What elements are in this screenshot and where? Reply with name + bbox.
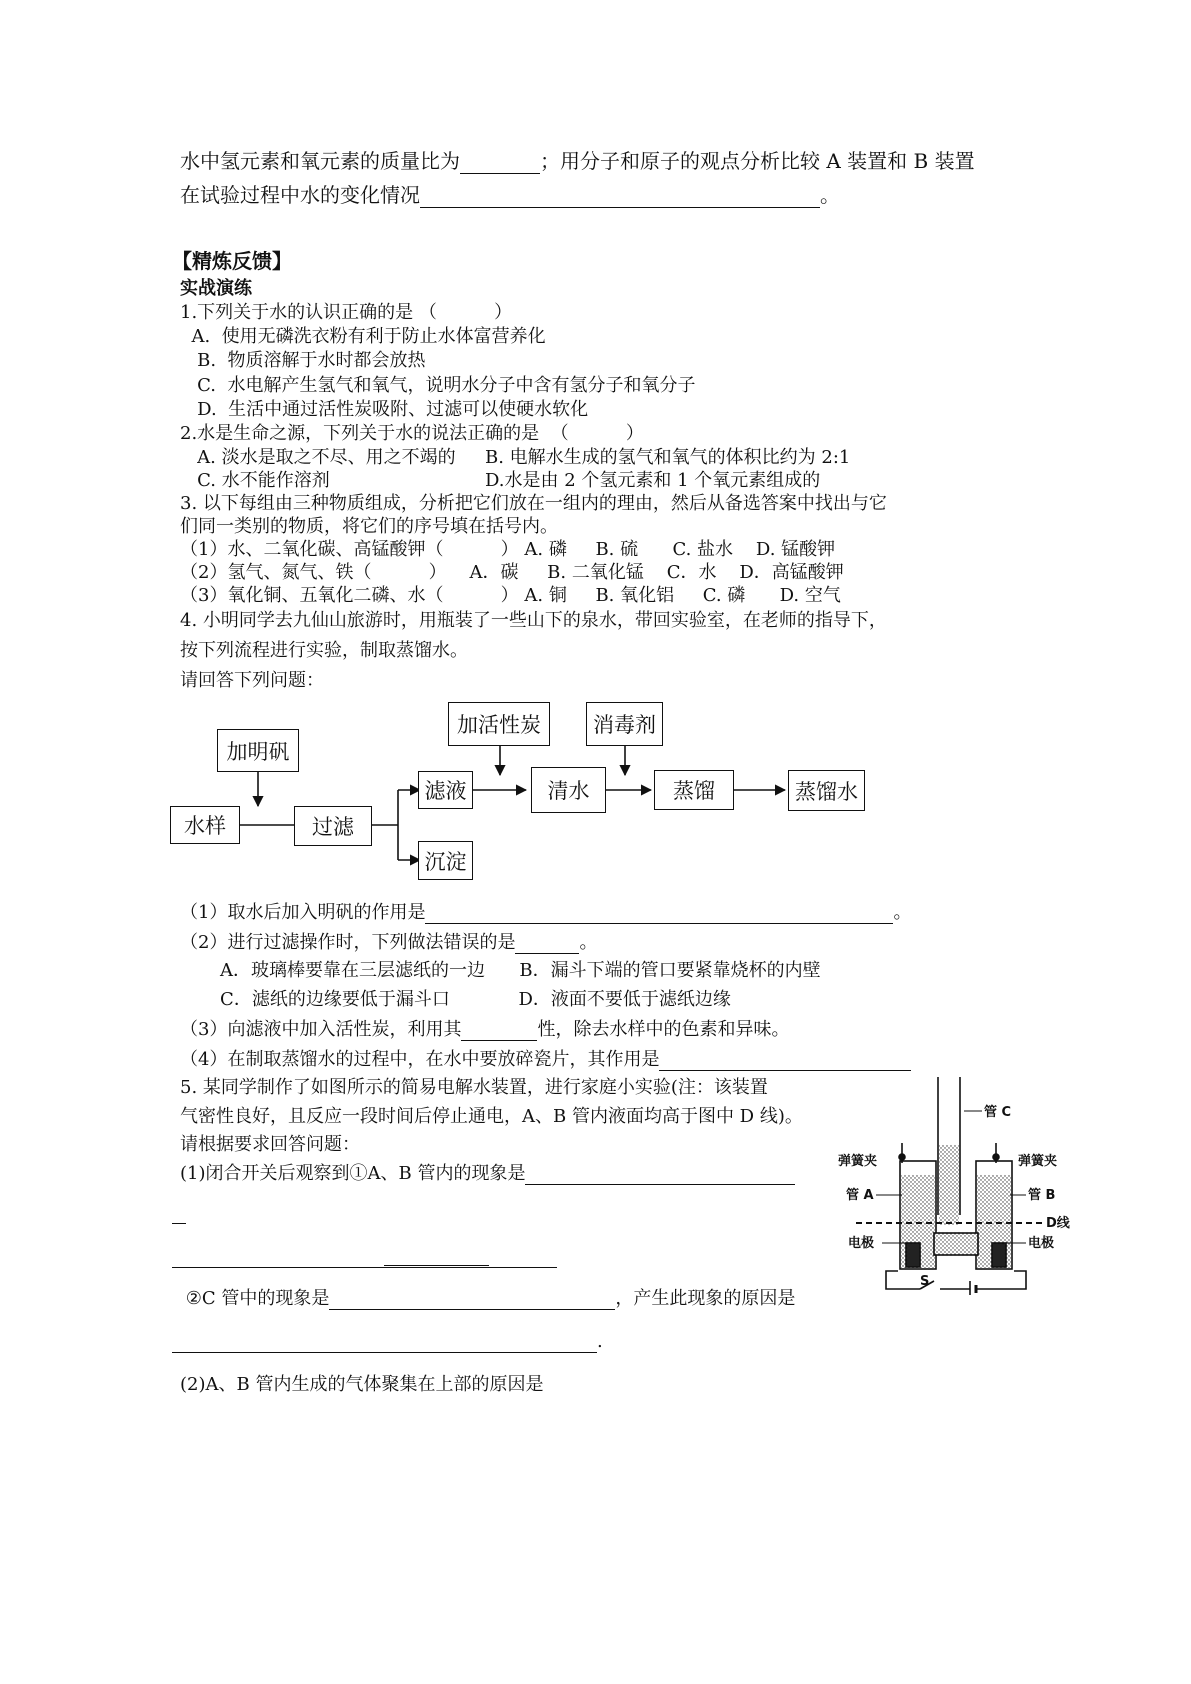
section-title: 【精炼反馈】 bbox=[172, 249, 292, 273]
q5-sub1-reason bbox=[172, 1331, 603, 1353]
blank-ab-phenomenon[interactable] bbox=[525, 1164, 795, 1185]
q3-item-1: （1）水、二氧化碳、高锰酸钾（ ） A. 磷 B. 硫 C. 盐水 D. 锰酸钾 bbox=[180, 539, 836, 560]
q3-stem-2: 们同一类别的物质，将它们的序号填在括号内。 bbox=[180, 516, 558, 537]
q4-sub2-text: （2）进行过滤操作时，下列做法错误的是 bbox=[180, 932, 516, 953]
blank-carbon-property[interactable] bbox=[461, 1020, 537, 1041]
q1-stem: 1.下列关于水的认识正确的是 （ ） bbox=[180, 302, 513, 323]
label-electrode-right: 电极 bbox=[1028, 1236, 1055, 1251]
q2-option-c: C. 水不能作溶剂 bbox=[180, 470, 330, 491]
blank-porcelain-purpose[interactable] bbox=[659, 1050, 911, 1071]
electrode-left-block bbox=[906, 1243, 920, 1267]
flow-box-precipitate: 沉淀 bbox=[418, 841, 473, 880]
intro-text-2a: 在试验过程中水的变化情况 bbox=[180, 183, 420, 207]
intro-text-1a: 水中氢元素和氧元素的质量比为 bbox=[180, 149, 460, 173]
q2-stem: 2.水是生命之源，下列关于水的说法正确的是 （ ） bbox=[180, 423, 644, 444]
circuit-right bbox=[976, 1271, 1026, 1289]
q4-sub2-end: 。 bbox=[579, 932, 598, 953]
q5-sub1-text: (1)闭合开关后观察到①A、B 管内的现象是 bbox=[180, 1163, 526, 1184]
electrode-right-block bbox=[992, 1243, 1006, 1267]
subsection-title: 实战演练 bbox=[180, 278, 252, 299]
q5-sub1-c bbox=[180, 1288, 795, 1310]
q3-item-2: （2）氢气、氮气、铁（ ） A．碳 B. 二氧化锰 C．水 D．高锰酸钾 bbox=[180, 562, 844, 583]
q4-sub4-text: （4）在制取蒸馏水的过程中，在水中要放碎瓷片，其作用是 bbox=[180, 1049, 660, 1070]
q5-stem-1: 5. 某同学制作了如图所示的简易电解水装置，进行家庭小实验(注：该装置 bbox=[180, 1077, 768, 1098]
label-tube-b: 管 B bbox=[1028, 1188, 1056, 1203]
q5-sub2: (2)A、B 管内生成的气体聚集在上部的原因是 bbox=[180, 1374, 544, 1395]
q1-option-b: B. 物质溶解于水时都会放热 bbox=[180, 350, 426, 371]
q3-item-3: （3）氧化铜、五氧化二磷、水（ ） A. 铜 B. 氧化铝 C. 磷 D. 空气 bbox=[180, 585, 841, 606]
q4-sub1-end: 。 bbox=[893, 902, 912, 923]
q5-sub1-c-text-a: ②C 管中的现象是 bbox=[180, 1288, 330, 1309]
q4-sub2-options-cd: C．滤纸的边缘要低于漏斗口 D．液面不要低于滤纸边缘 bbox=[180, 989, 731, 1010]
q4-sub1 bbox=[180, 902, 911, 924]
flow-box-filtrate: 滤液 bbox=[418, 771, 473, 809]
blank-alum-purpose[interactable] bbox=[425, 903, 893, 924]
flow-box-disinfectant: 消毒剂 bbox=[586, 702, 663, 746]
tube-c-water bbox=[939, 1145, 959, 1225]
q2-option-b: B. 电解水生成的氢气和氧气的体积比约为 2:1 bbox=[485, 447, 851, 468]
q5-sub1-end: . bbox=[597, 1331, 603, 1352]
blank-c-phenomenon[interactable] bbox=[329, 1289, 615, 1310]
flow-box-clear-water: 清水 bbox=[531, 767, 606, 813]
q5-sub1-c-text-b: ，产生此现象的原因是 bbox=[615, 1288, 796, 1309]
flow-box-alum: 加明矾 bbox=[217, 729, 299, 772]
q1-option-a: A. 使用无磷洗衣粉有利于防止水体富营养化 bbox=[180, 326, 546, 347]
q5-prompt: 请根据要求回答问题： bbox=[180, 1134, 360, 1155]
flow-box-distilled-water: 蒸馏水 bbox=[788, 770, 865, 811]
q2-option-a: A. 淡水是取之不尽、用之不竭的 bbox=[180, 447, 456, 468]
q1-option-d: D. 生活中通过活性炭吸附、过滤可以使硬水软化 bbox=[180, 399, 589, 420]
label-switch: S bbox=[920, 1274, 930, 1289]
q4-sub2-options-ab: A．玻璃棒要靠在三层滤纸的一边 B．漏斗下端的管口要紧靠烧杯的内壁 bbox=[180, 960, 821, 981]
connecting-channel bbox=[934, 1233, 978, 1255]
label-electrode-left: 电极 bbox=[848, 1236, 875, 1251]
electrolysis-apparatus bbox=[836, 1075, 1181, 1295]
label-clip-left: 弹簧夹 bbox=[838, 1154, 878, 1169]
q5-sub1 bbox=[180, 1163, 795, 1185]
label-tube-a: 管 A bbox=[846, 1188, 874, 1203]
q5-stem-2: 气密性良好，且反应一段时间后停止通电，A、B 管内液面均高于图中 D 线)。 bbox=[180, 1106, 803, 1127]
q4-sub3 bbox=[180, 1019, 789, 1041]
label-tube-c: 管 C bbox=[984, 1105, 1012, 1120]
q4-stem-2: 按下列流程进行实验，制取蒸馏水。 bbox=[180, 640, 468, 661]
flow-box-filter: 过滤 bbox=[294, 806, 372, 846]
blank-ab-line-2[interactable] bbox=[172, 1267, 557, 1268]
circuit-left bbox=[886, 1271, 920, 1289]
blank-filter-error[interactable] bbox=[515, 933, 579, 954]
q1-option-c: C. 水电解产生氢气和氧气，说明水分子中含有氢分子和氧分子 bbox=[180, 375, 696, 396]
intro-text-2end: 。 bbox=[820, 183, 840, 207]
q4-stem-1: 4. 小明同学去九仙山旅游时，用瓶装了一些山下的泉水，带回实验室，在老师的指导下， bbox=[180, 610, 887, 631]
q4-sub1-text: （1）取水后加入明矾的作用是 bbox=[180, 902, 426, 923]
blank-c-reason[interactable] bbox=[172, 1332, 597, 1353]
label-clip-right: 弹簧夹 bbox=[1018, 1154, 1058, 1169]
q4-prompt: 请回答下列问题： bbox=[180, 670, 324, 691]
intro-text-1b: ；用分子和原子的观点分析比较 A 装置和 B 装置 bbox=[540, 149, 975, 173]
q2-option-d: D.水是由 2 个氢元素和 1 个氧元素组成的 bbox=[485, 470, 821, 491]
label-d-line: D线 bbox=[1046, 1216, 1070, 1231]
flow-box-carbon: 加活性炭 bbox=[448, 702, 550, 746]
flow-box-distill: 蒸馏 bbox=[654, 770, 734, 810]
blank-ab-line-2-overlay bbox=[384, 1265, 489, 1266]
blank-ab-continued[interactable] bbox=[172, 1223, 186, 1224]
flow-box-sample: 水样 bbox=[170, 806, 240, 844]
q4-sub3-text-b: 性，除去水样中的色素和异味。 bbox=[537, 1019, 790, 1040]
q4-sub4 bbox=[180, 1049, 911, 1071]
q4-sub3-text-a: （3）向滤液中加入活性炭，利用其 bbox=[180, 1019, 462, 1040]
q3-stem-1: 3. 以下每组由三种物质组成，分析把它们放在一组内的理由，然后从备选答案中找出与它 bbox=[180, 493, 887, 514]
q4-sub2 bbox=[180, 932, 597, 954]
